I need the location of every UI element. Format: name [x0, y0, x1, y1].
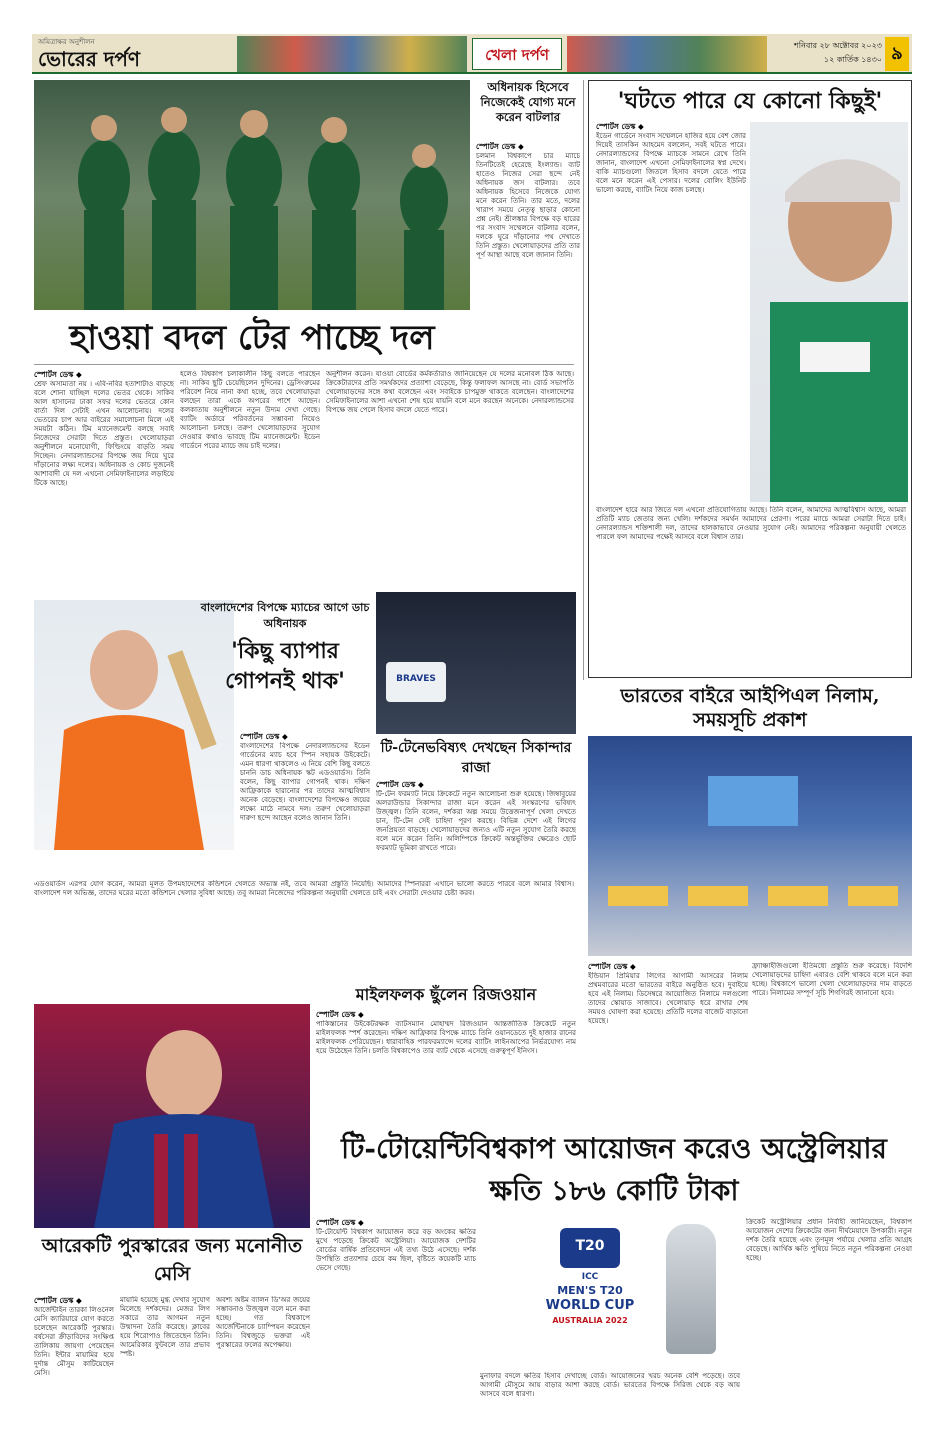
raza-headline: টি-টেনেভবিষ্যৎ দেখছেন সিকান্দার রাজা [380, 740, 572, 776]
australia-byline: স্পোর্টস ডেস্ক ◆ [316, 1218, 364, 1227]
main-col3: অনুশীলন করেন। যাওয়া বোর্ডের কর্মকর্তারাও জানিয়েছেন যে দলের মনোবল ঠিক আছে। ক্রিকেটারদের প্রতি সমর্থকদের প্রত্যাশা বেড়েছে, কিন্তু ফলাফল আসছে না। বোর্ড সভাপতি খেলোয়াড়দের সঙ্গে কথা বলেছেন এবং সবাইকে চাপমুক্ত থাকতে বলেছেন। বাংলাদেশের সেমিফাইনালের আশা এখনো শেষ হয়ে যায়নি বলে মনে করছেন অনেকে। নেদারল্যান্ডসের বিপক্ষে জয় পেলে হিসাব বদলে যেতে পারে। [326, 370, 574, 414]
taskin-photo [750, 122, 908, 502]
ipl-body-2: ফ্র্যাঞ্চাইজিগুলো ইতিমধ্যে প্রস্তুতি শুরু করেছে। বিদেশি খেলোয়াড়দের চাহিদা এবারও বেশি থাকবে বলে মনে করা হচ্ছে। বিশ্বকাপে ভালো খেলা খেলোয়াড়দের দাম বাড়তে পারে। নিলামের সম্পূর্ণ সূচি শিগগিরই জানানো হবে। [752, 962, 912, 997]
edwards-body: বাংলাদেশের বিপক্ষে নেদারল্যান্ডসের ইডেন গার্ডেনের ম্যাচ হবে স্পিন সহায়ক উইকেটে। এমন ধারণা থাকলেও এ নিয়ে বেশি কিছু বলতে চাননি ডাচ অধিনায়ক স্কট এডওয়ার্ডস। তিনি বলেন, কিছু ব্যাপার গোপনই থাক। দক্ষিণ আফ্রিকাকে হারানোর পর তাদের আত্মবিশ্বাস অনেক বেড়েছে। বাংলাদেশের বিপক্ষেও জয়ের লক্ষ্যে মাঠে নামবে দল। তরুণ খেলোয়াড়রা দারুণ ছন্দে আছেন বলেও জানান তিনি। [240, 742, 370, 822]
rizwan-headline: মাইলফলক ছুঁলেন রিজওয়ান [355, 985, 537, 1004]
messi-body-3: অবশ্য অষ্টম ব্যালন ডি'অর জয়ের সম্ভাবনাও উজ্জ্বল বলে মনে করা হচ্ছে। গত বিশ্বকাপে আর্জেন্টিনাকে চ্যাম্পিয়ন করেছেন তিনি। বিশ্বজুড়ে ভক্তরা এই পুরস্কারের ফলের অপেক্ষায়। [216, 1296, 310, 1349]
messi-photo [34, 1004, 310, 1228]
masthead-player-strip [237, 36, 467, 72]
t20-logo-line4: AUSTRALIA 2022 [552, 1316, 628, 1325]
edwards-kicker: বাংলাদেশের বিপক্ষে ম্যাচের আগে ডাচ অধিনায়ক [200, 601, 370, 630]
edwards-byline: স্পোর্টস ডেস্ক ◆ [240, 732, 288, 741]
masthead-brand-small: অমিত্রাক্ষর অনুশীলন [38, 38, 95, 46]
raza-byline: স্পোর্টস ডেস্ক ◆ [376, 780, 424, 789]
raza-body: টি-টেন ফরম্যাট নিয়ে ক্রিকেটে নতুন আলোচনা শুরু হয়েছে। জিম্বাবুয়ের অলরাউন্ডার সিকান্দার রাজা মনে করেন এই সংস্করণের ভবিষ্যৎ উজ্জ্বল। তিনি বলেন, দর্শকরা অল্প সময়ে উত্তেজনাপূর্ণ খেলা দেখতে চান, টি-টেন সেই চাহিদা পূরণ করছে। বিভিন্ন দেশে এই লিগের জনপ্রিয়তা বাড়ছে। খেলোয়াড়দের জন্যও এটি নতুন সুযোগ তৈরি করছে বলে মনে করেন তিনি। অলিম্পিকে ক্রিকেট অন্তর্ভুক্তির ক্ষেত্রেও ছোট ফরম্যাট ভূমিকা রাখতে পারে। [376, 790, 576, 852]
page-number-badge [885, 37, 909, 71]
australia-headline: টি-টোয়েন্টিবিশ্বকাপ আয়োজন করেও অস্ট্রেলিয়ার ক্ষতি ১৮৬ কোটি টাকা [341, 1132, 887, 1207]
australia-body-3: ক্রিকেট অস্ট্রেলিয়ার প্রধান নির্বাহী জানিয়েছেন, বিশ্বকাপ আয়োজন দেশের ক্রিকেটের জন্য দীর্ঘমেয়াদে উপকারী। নতুন দর্শক তৈরি হয়েছে এবং তৃণমূল পর্যায়ে খেলার প্রতি আগ্রহ বেড়েছে। আর্থিক ক্ষতি পুষিয়ে নিতে নতুন পরিকল্পনা নেওয়া হচ্ছে। [746, 1218, 912, 1262]
team-celebration-photo [34, 80, 470, 310]
ipl-headline: ভারতের বাইরে আইপিএল নিলাম, সময়সূচি প্রকাশ [620, 685, 880, 731]
auction-room-tables [588, 736, 912, 956]
messi-byline: স্পোর্টস ডেস্ক ◆ [34, 1296, 82, 1305]
taskin-headline: 'ঘটতে পারে যে কোনো কিছুই' [617, 88, 883, 114]
australia-body-1: টি-টোয়েন্টি বিশ্বকাপ আয়োজন করে বড় অংকের ক্ষতির মুখে পড়েছে ক্রিকেট অস্ট্রেলিয়া। আয়োজক দেশটির বোর্ডের বার্ষিক প্রতিবেদনে এই তথ্য উঠে এসেছে। দর্শক উপস্থিতি প্রত্যাশার চেয়ে কম ছিল, বৃষ্টিতে কয়েকটি ম্যাচ ভেসে গেছে। [316, 1228, 476, 1272]
australia-body-2: মুনাফার বদলে ক্ষতির হিসাব দেখাচ্ছে বোর্ড। আয়োজনের খরচ অনেক বেশি পড়েছে। তবে আগামী মৌসুমে আয় বাড়ার আশা করছে বোর্ড। ভারতের বিপক্ষে সিরিজ থেকে বড় আয় আসবে বলে ধারণা। [480, 1372, 740, 1398]
date-line-1: শনিবার ২৮ অক্টোবর ২০২৩ [794, 41, 882, 50]
t20-logo-mark-text: T20 [575, 1238, 605, 1254]
taskin-silhouette [750, 122, 908, 502]
t20-logo-line1: ICC [581, 1272, 599, 1282]
messi-body-1: আর্জেন্টাইন তারকা লিওনেল মেসি ক্যারিয়ারে যোগ করতে চলেছেন আরেকটি পুরস্কার। বর্ষসেরা ক্রীড়াবিদের সংক্ষিপ্ত তালিকায় জায়গা পেয়েছেন তিনি। ইন্টার মায়ামির হয়ে দুর্দান্ত মৌসুম কাটিয়েছেন মেসি। [34, 1306, 114, 1377]
main-headline: হাওয়া বদল টের পাচ্ছে দল [69, 318, 435, 358]
braves-logo-text: BRAVES [396, 674, 436, 684]
taskin-body-2: বাংলাদেশ হারে আর জিতে দল এখনো প্রতিযোগিতায় আছে। তিনি বলেন, আমাদের আত্মবিশ্বাস আছে, আমরা প্রতিটি ম্যাচ জেতার জন্য খেলি। দর্শকদের সমর্থন আমাদের প্রেরণা। পরের ম্যাচে আমরা সেরাটা দিতে চাই। নেদারল্যান্ডস শক্তিশালী দল, তাদের হালকাভাবে নেওয়ার সুযোগ নেই। আমাদের পরিকল্পনা অনুযায়ী খেলতে পারলে ফল আমাদের পক্ষেই আসবে বলে বিশ্বাস তার। [596, 506, 906, 541]
t20-logo-mark [560, 1228, 620, 1268]
captain-byline: স্পোর্টস ডেস্ক ◆ [476, 142, 524, 151]
masthead-player-strip-right [567, 36, 767, 72]
page-number: ৯ [891, 43, 903, 64]
section-title: খেলা দর্পণ [485, 46, 549, 64]
rizwan-body: পাকিস্তানের উইকেটরক্ষক ব্যাটসম্যান মোহাম্মদ রিজওয়ান আন্তর্জাতিক ক্রিকেটে নতুন মাইলফলক স্পর্শ করেছেন। দক্ষিণ আফ্রিকার বিপক্ষে ম্যাচে তিনি ওয়ানডেতে দুই হাজার রানের মাইলফলক পেরিয়েছেন। ধারাবাহিক পারফরম্যান্সে দলের ব্যাটিং লাইনআপের নির্ভরযোগ্য নাম হয়ে উঠেছেন তিনি। চলতি বিশ্বকাপেও তার ব্যাট থেকে এসেছে গুরুত্বপূর্ণ ইনিংস। [316, 1020, 576, 1055]
braves-logo-box [386, 662, 446, 702]
main-col1: শ্রেফ অসাম্যতা নয় । এবি-নবির হতাশাটাও বাড়ছে বলে শোনা যাচ্ছিল দলের ভেতর থেকে। সাকিব আল হাসানের ঢাকা সফর দলের ভেতরে কোন বার্তা দিল সেটাই এখন আলোচনায়। দলের ভেতরের চাপ আর বাইরের সমালোচনা মিলে এই সময়টা কঠিন। টিম ম্যানেজমেন্ট বলছে সবাই নিজেদের সেরাটা দিতে প্রস্তুত। খেলোয়াড়রা অনুশীলনে মনোযোগী, ফিল্ডিংয়ে বাড়তি সময় দিচ্ছেন। নেদারল্যান্ডসের বিপক্ষে জয় দিয়ে ঘুরে দাঁড়ানোর লক্ষ্য দলের। অধিনায়ক ও কোচ দুজনেই আশাবাদী যে দল এখনো সেমিফাইনালের লড়াইয়ে টিকে আছে। [34, 380, 174, 487]
ipl-auction-photo [588, 736, 912, 956]
trophy-icon [666, 1224, 716, 1354]
messi-body-2: মায়ামি হয়েছে মুগ্ধ দেখার সুযোগ মিলেছে দর্শকদের। মেজর লিগ সকারে তার আগমন নতুন উন্মাদনা তৈরি করেছে। ক্লাবের হয়ে শিরোপাও জিতেছেন তিনি। আমেরিকার ফুটবলে তার প্রভাব স্পষ্ট। [120, 1296, 210, 1358]
ipl-byline: স্পোর্টস ডেস্ক ◆ [588, 962, 636, 971]
edwards-headline: 'কিছু ব্যাপার গোপনই থাক' [225, 638, 345, 694]
messi-headline: আরেকটি পুরস্কারের জন্য মনোনীত মেসি [41, 1235, 303, 1285]
t20-logo-line3: WORLD CUP [545, 1298, 635, 1313]
t20-logo-panel [480, 1218, 740, 1368]
t20-logo-line2: MEN'S T20 [557, 1284, 623, 1297]
masthead [32, 34, 912, 74]
date-line-2: ১২ কার্তিক ১৪৩০ [823, 55, 882, 64]
edwards-body-wide: এডওয়ার্ডস এরপর যোগ করেন, আমরা মূলত উপমহাদেশের কন্ডিশনে খেলতে অভ্যস্ত নই, তবে আমরা প্রস্তুতি নিয়েছি। আমাদের স্পিনাররা এখানে ভালো করতে পারবে বলে আমার বিশ্বাস। বাংলাদেশ দল অভিজ্ঞ, তাদের ঘরের মতো কন্ডিশনে খেলার সুবিধা আছে। তবু আমরা নিজেদের পরিকল্পনা অনুযায়ী খেলতে চাই এবং সেরাটা দেওয়ার চেষ্টা করব। [34, 880, 574, 897]
messi-silhouette [34, 1004, 310, 1228]
section-title-box [472, 38, 562, 70]
captain-body: চলমান বিশ্বকাপে চার ম্যাচে তিনটিতেই হেরেছে ইংল্যান্ড। ব্যাট হাতেও নিজের সেরা ছন্দে নেই অধিনায়ক জস বাটলার। তবে অধিনায়ক হিসেবে নিজেকে যোগ্য মনে করেন তিনি। তার মতে, দলের খারাপ সময়ে নেতৃত্ব ছাড়ার কোনো প্রশ্ন নেই। শ্রীলঙ্কার বিপক্ষে বড় হারের পর সংবাদ সম্মেলনে বাটলার বলেন, দলকে ঘুরে দাঁড়ানোর পথ দেখাতে তিনি প্রস্তুত। খেলোয়াড়দের প্রতি তার পূর্ণ আস্থা আছে বলে জানান তিনি। [476, 152, 580, 259]
taskin-body: ইডেন গার্ডেনে সংবাদ সম্মেলনে হাজির হয়ে বেশ জোর দিয়েই তাসকিন আহমেদ বললেন, সবই ঘটতে পারে। নেদারল্যান্ডসের বিপক্ষে ম্যাচকে সামনে রেখে তিনি জানান, বাংলাদেশ এখনো সেমিফাইনালের স্বপ্ন দেখে। বাকি ম্যাচগুলো জিতলে হিসাব বদলে যেতে পারে বলে মনে করেন এই পেসার। দলের বোলিং ইউনিট ভালো করছে, ব্যাটিং নিয়ে কাজ চলছে। [596, 132, 746, 194]
players-silhouettes [34, 80, 470, 310]
main-col2: হলেও বিশ্বকাপ চলাকালীন কিছু বলতে পারছেন না। সাকিব ছুটি চেয়েছিলেন দুদিনের। ড্রেসিংরুমের পরিবেশ নিয়ে নানা কথা হচ্ছে, তবে খেলোয়াড়রা বলছেন তারা একে অপরের পাশে আছেন। কলকাতায় অনুশীলনে নতুন উদ্যম দেখা গেছে। ব্যাটিং অর্ডারে পরিবর্তনের সম্ভাবনা নিয়েও আলোচনা চলছে। তরুণ খেলোয়াড়দের সুযোগ দেওয়ার কথাও ভাবছে টিম ম্যানেজমেন্ট। ইডেন গার্ডেনে পরের ম্যাচে জয় চাই দলের। [180, 370, 320, 450]
captain-headline: অধিনায়ক হিসেবে নিজেকেই যোগ্য মনে করেন বাটলার [480, 80, 576, 124]
main-byline: স্পোর্টস ডেস্ক ◆ [34, 370, 82, 379]
ipl-body-1: ইন্ডিয়ান প্রিমিয়ার লিগের আগামী আসরের নিলাম প্রথমবারের মতো ভারতের বাইরে অনুষ্ঠিত হবে। দুবাইয়ে হবে এই নিলাম। ডিসেম্বরে আয়োজিত নিলামে দলগুলো তাদের স্কোয়াড সাজাবে। খেলোয়াড় ধরে রাখার শেষ সময়ও ঘোষণা করা হয়েছে। প্রতিটি দলের বাজেট বাড়ানো হয়েছে। [588, 972, 748, 1025]
raza-event-photo [376, 592, 576, 734]
taskin-byline: স্পোর্টস ডেস্ক ◆ [596, 122, 644, 131]
masthead-brand: ভোরের দর্পণ [38, 47, 140, 71]
rizwan-byline: স্পোর্টস ডেস্ক ◆ [316, 1010, 364, 1019]
